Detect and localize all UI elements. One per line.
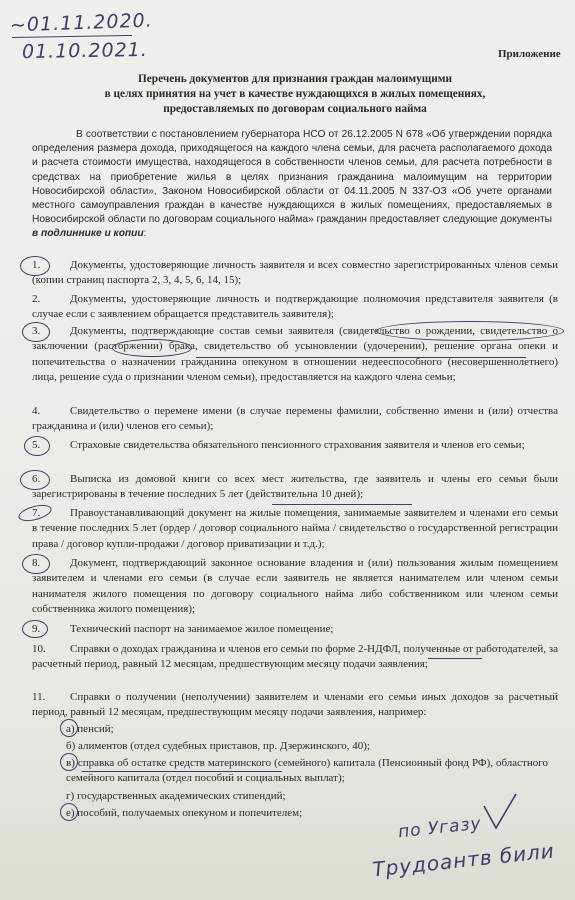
circle-mark-sub-a — [60, 719, 78, 737]
intro-text: В соответствии с постановлением губернатора НСО от 26.12.2005 N 678 «Об утверждении порядка определения размера дохода, приходящегося на каждого члена семьи, для расчета располагаемого дохода и расчета стоимости имущества, находящегося в собственности членов семьи, для расчета потребности в средствах на приобретение жилья в целях признания гражданина малоимущим на территории Новосибирской области», Законом Новосибирской области от 04.11.2005 N 337-ОЗ «Об учете органами местного самоуправления граждан в качестве нуждающихся в жилых помещениях, предоставляемых в Новосибирской области по договорам социального найма» гражданин предоставляет следующие документы — [32, 129, 552, 226]
appendix-label: Приложение — [498, 48, 561, 60]
item-text: Выписка из домовой книги со всех мест жительства, где заявитель и члены его семьи были зарегистрированы в течение последних 5 лет (действительна 10 дней); — [32, 473, 558, 501]
circle-mark-item-9 — [22, 620, 48, 638]
underline-maternity-capital — [82, 771, 282, 772]
intro-paragraph — [32, 128, 552, 242]
item-number: 6. — [32, 473, 41, 485]
item-text: Справки о получении (неполучении) заявителем и членами его семьи иных доходов за расчетный период, равный 12 месяцам, предшествующим месяцу подачи заявления, например: — [32, 691, 558, 719]
circle-mark-item-1 — [20, 256, 50, 276]
subitem-text: алиментов (отдел судебных приставов, пр. Дзержинского, 40); — [78, 740, 370, 752]
check-mark-icon — [480, 790, 520, 834]
item-text: Документы, удостоверяющие личность и подтверждающие полномочия представителя заявителя (в случае если с заявлением обращается представитель заявителя); — [32, 293, 558, 321]
document-title — [60, 72, 530, 117]
item-number: 1. — [32, 259, 41, 271]
subitem — [66, 739, 546, 754]
item-text: Документы, удостоверяющие личность заявителя и всех совместно зарегистрированных членов семьи (копии страниц паспорта 2, 3, 4, 5, 6, 14, 15); — [32, 259, 558, 287]
item-number: 11. — [32, 691, 46, 703]
handwritten-note-line-2: Трудоантв били — [371, 838, 556, 882]
circle-mark-item-3 — [22, 322, 50, 342]
item-text: Документы, подтверждающие состав семьи заявителя (свидетельство о рождении, свидетельство о заключении (расторжении) брака, свидетельство об усыновлении (удочерении), решение органа опеки и попечительства о назначении гражданина опекуном в отношении недееспособного (несовершеннолетнего) лица, решение суда о признании членом семьи), предоставляется на каждого члена семьи; — [32, 325, 558, 384]
circle-mark-item-8 — [22, 554, 50, 574]
circle-mark-item-6 — [20, 470, 50, 490]
item-text: Правоустанавливающий документ на жилые помещения, занимаемые заявителем и членами его семьи в течение последних 5 лет (ордер / договор социального найма / свидетельство о государственной регистрации права / договор купли-продажи / договор приватизации и т.д.); — [32, 507, 558, 550]
item-number: 4. — [32, 405, 41, 417]
subitem-text: пособий, получаемых опекуном и попечителем; — [77, 807, 303, 819]
intro-end: : — [143, 228, 147, 240]
item-number: 2. — [32, 293, 41, 305]
list-item — [32, 622, 558, 637]
subitem — [66, 789, 546, 804]
item-text: Свидетельство о перемене имени (в случае перемены фамилии, собственно имени и (или) отчества гражданина и (или) членов его семьи); — [32, 405, 558, 433]
item-number: 7. — [32, 507, 41, 519]
item-number: 8. — [32, 557, 41, 569]
item-text: Страховые свидетельства обязательного пенсионного страхования заявителя и членов его семьи; — [70, 439, 525, 451]
underline-item-6 — [272, 504, 412, 505]
handwritten-date-2: 01.10.2021. — [21, 38, 149, 64]
title-line-2: в целях принятия на учет в качестве нуждающихся в жилых помещениях, — [104, 88, 486, 100]
item-number: 3. — [32, 325, 41, 337]
subitem — [66, 722, 546, 737]
subitem-text: справка об остатке средств материнского (семейного) капитала (Пенсионный фонд РФ), областного семейного капитала (отдел пособий и социальных выплат); — [66, 757, 548, 784]
item-text: Документ, подтверждающий законное основание владения и (или) пользования жилым помещением заявителем и членами его семьи (в случае если заявитель не является нанимателем или членом семьи нанимателя жилого помещения по договору социального найма либо собственником или членом семьи собственника жилого помещения); — [32, 557, 558, 616]
subitem-letter: е) — [66, 807, 75, 819]
list-item — [32, 472, 558, 503]
handwritten-date-1: ~01.11.2020. — [9, 9, 154, 37]
item-text: Справки о доходах гражданина и членов его семьи по форме 2-НДФЛ, полученные от работодателей, за расчетный период, равный 12 месяцам, предшествующим месяцу подачи заявления; — [32, 643, 558, 671]
circle-mark-item-5 — [24, 436, 50, 456]
list-item — [32, 438, 558, 453]
item-number: 5. — [32, 439, 41, 451]
list-item — [32, 258, 558, 289]
underline-2ndfl — [428, 658, 482, 659]
list-item — [32, 292, 558, 323]
handwritten-note-line-1: по Угазу — [397, 813, 483, 843]
subitem-text: государственных академических стипендий; — [76, 790, 286, 802]
circle-mark-sub-e — [60, 803, 78, 821]
list-item — [32, 690, 558, 721]
circle-mark-marriage — [112, 339, 192, 357]
subitem-text: пенсий; — [77, 723, 114, 735]
circle-mark-birth-certificate — [376, 321, 564, 341]
title-line-1: Перечень документов для признания граждан малоимущими — [138, 73, 452, 85]
item-text: Технический паспорт на занимаемое жилое помещение; — [70, 623, 334, 635]
list-item — [32, 556, 558, 618]
subitem-letter: б) — [66, 740, 76, 752]
subitem-letter: в) — [66, 757, 75, 769]
subitem-letter: а) — [66, 723, 75, 735]
item-number: 9. — [32, 623, 41, 635]
list-item — [32, 506, 558, 552]
item-number: 10. — [32, 643, 46, 655]
title-line-3: предоставляемых по договорам социального найма — [163, 103, 427, 115]
circle-mark-sub-v — [60, 753, 78, 771]
subitem-letter: г) — [66, 790, 75, 802]
list-item — [32, 404, 558, 435]
underline-item-3 — [196, 357, 526, 358]
intro-emphasis: в подлиннике и копии — [32, 228, 144, 240]
